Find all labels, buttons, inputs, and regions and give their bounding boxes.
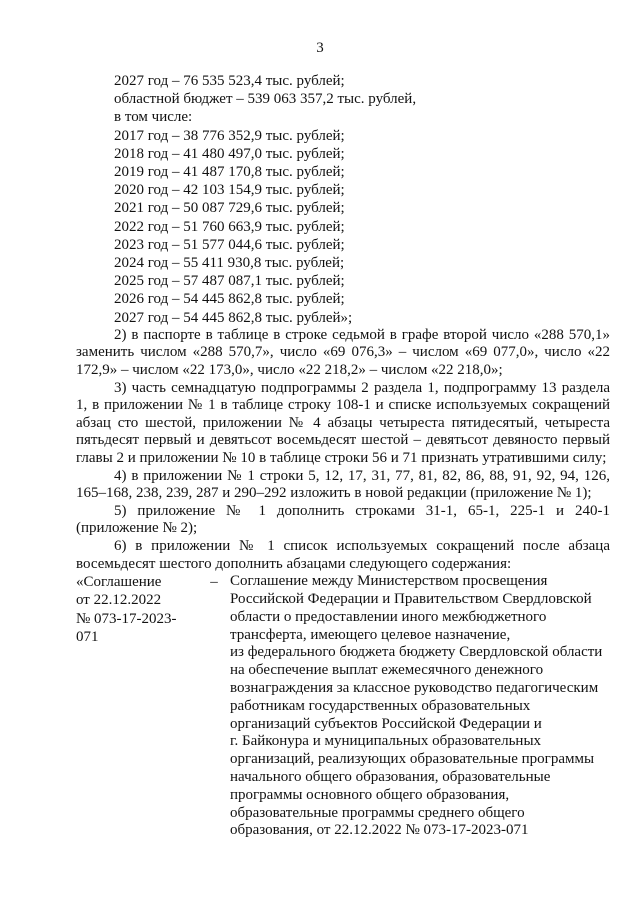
definition-line: работникам государственных образовательных [230, 697, 531, 714]
definition-line: г. Байконура и муниципальных образовательных [230, 733, 542, 750]
paragraph-item-4: 4) в приложении № 1 строки 5, 12, 17, 31, 77, 81, 82, 86, 88, 91, 92, 94, 126, 165–168, 238, 239, 287 и 290–292 изложить в новой редакции (приложение № 1); [76, 467, 610, 502]
budget-line: 2020 год – 42 103 154,9 тыс. рублей; [114, 182, 345, 199]
definition-line: вознаграждения за классное руководство педагогическим [230, 679, 599, 696]
definition-line: образования, от 22.12.2022 № 073-17-2023-071 [230, 822, 529, 839]
paragraph-item-6: 6) в приложении № 1 список используемых сокращений после абзаца восемьдесят шестого дополнить абзацами следующего содержания: [76, 537, 610, 572]
definition-line: области о предоставлении иного межбюджетного [230, 608, 547, 625]
paragraph-item-2: 2) в паспорте в таблице в строке седьмой в графе второй число «288 570,1» заменить числом «288 570,7», число «69 076,3» – числом «69 077,0», число «22 172,9» – числом «22 173,0», число «22 218,2» – числом «22 218,0»; [76, 326, 610, 379]
abbreviation-entry [76, 573, 610, 840]
definition-line: организаций, реализующих образовательные программы [230, 751, 595, 768]
budget-line: 2019 год – 41 487 170,8 тыс. рублей; [114, 164, 345, 181]
abbreviation-definition [230, 573, 610, 840]
budget-line: 2021 год – 50 087 729,6 тыс. рублей; [114, 200, 345, 217]
paragraph-item-3: 3) часть семнадцатую подпрограммы 2 раздела 1, подпрограмму 13 раздела 1, в приложении № 1 в таблице строку 108-1 и списке используемых сокращений абзац сто шестой, приложении № 4 абзацы четыреста пятидесятый, четыреста пятьдесят первый и девятьсот восемьдесят шестой – девятьсот девяносто первый главы 2 и приложении № 10 в таблице строки 56 и 71 признать утратившими силу; [76, 379, 610, 466]
budget-list [76, 72, 610, 327]
definition-line: из федерального бюджета бюджету Свердловской области [230, 644, 603, 661]
abbreviation-dash: – [210, 574, 218, 591]
definition-line: на обеспечение выплат ежемесячного денежного [230, 662, 544, 679]
document-body [76, 72, 610, 840]
budget-line: 2027 год – 76 535 523,4 тыс. рублей; [114, 73, 345, 89]
budget-line: 2024 год – 55 411 930,8 тыс. рублей; [114, 255, 345, 272]
budget-line: 2023 год – 51 577 044,6 тыс. рублей; [114, 236, 345, 253]
definition-line: организаций субъектов Российской Федерации и [230, 715, 542, 732]
budget-line: 2026 год – 54 445 862,8 тыс. рублей; [114, 291, 345, 308]
abbreviation-term-line: от 22.12.2022 [76, 592, 162, 609]
definition-line: программы основного общего образования, [230, 786, 510, 803]
budget-line: 2017 год – 38 776 352,9 тыс. рублей; [114, 127, 345, 144]
definition-line: Соглашение между Министерством просвещения [230, 573, 548, 590]
budget-line: в том числе: [114, 109, 193, 126]
abbreviation-term [76, 573, 198, 840]
abbreviation-term-line: № 073-17-2023-071 [76, 610, 177, 645]
paragraph-item-5: 5) приложение № 1 дополнить строками 31-1, 65-1, 225-1 и 240-1 (приложение № 2); [76, 502, 610, 537]
page-number: 3 [316, 40, 324, 56]
budget-line: 2018 год – 41 480 497,0 тыс. рублей; [114, 145, 345, 162]
definition-line: трансферта, имеющего целевое назначение, [230, 626, 511, 643]
budget-line: 2022 год – 51 760 663,9 тыс. рублей; [114, 218, 345, 235]
definition-line: Российской Федерации и Правительством Свердловской [230, 590, 592, 607]
budget-line: 2027 год – 54 445 862,8 тыс. рублей»; [114, 309, 353, 326]
abbreviation-term-line: «Соглашение [76, 574, 162, 591]
definition-line: образовательные программы среднего общего [230, 804, 525, 821]
definition-line: начального общего образования, образовательные [230, 768, 551, 785]
budget-line: 2025 год – 57 487 087,1 тыс. рублей; [114, 273, 345, 290]
budget-line: областной бюджет – 539 063 357,2 тыс. рублей, [114, 91, 417, 108]
